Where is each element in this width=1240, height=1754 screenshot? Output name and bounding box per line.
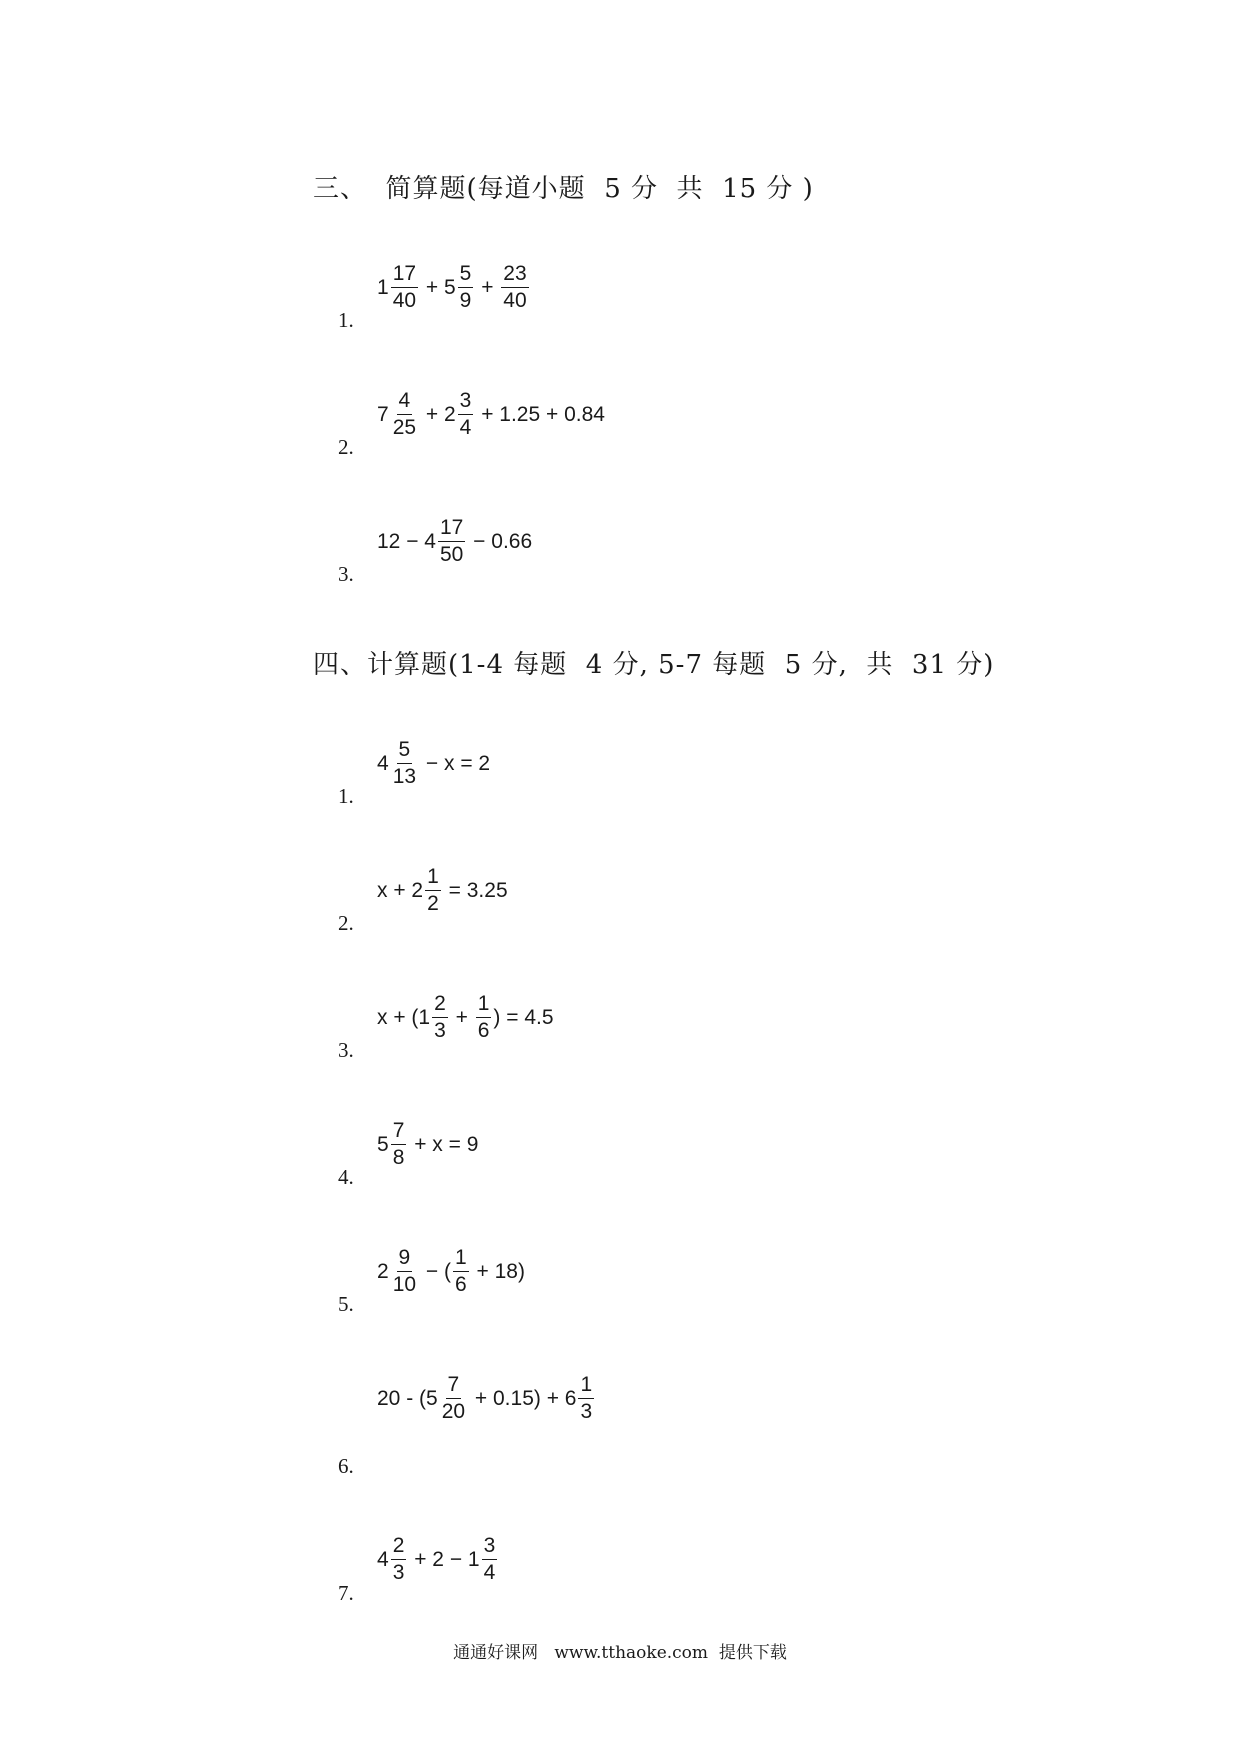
question-number: 3. bbox=[338, 1038, 354, 1062]
question-number: 2. bbox=[338, 435, 354, 459]
fraction-numerator: 3 bbox=[458, 388, 474, 415]
expression-text: − ( bbox=[420, 1260, 451, 1284]
fraction bbox=[438, 515, 465, 569]
expression-text: + bbox=[475, 276, 500, 300]
expression-text: + bbox=[449, 1006, 474, 1030]
fraction bbox=[391, 388, 418, 442]
expression-text: 1 bbox=[377, 276, 389, 300]
fraction bbox=[578, 1372, 594, 1426]
question-number: 6. bbox=[338, 1454, 354, 1478]
expression-text: + 18) bbox=[470, 1260, 525, 1284]
question-number: 1. bbox=[338, 784, 354, 808]
fraction bbox=[432, 991, 448, 1045]
fraction-denominator: 6 bbox=[454, 1273, 467, 1297]
fraction-denominator: 25 bbox=[392, 416, 417, 440]
fraction bbox=[476, 991, 492, 1045]
fraction bbox=[391, 737, 418, 791]
fraction bbox=[391, 1533, 407, 1587]
expression-text: = 3.25 bbox=[442, 879, 508, 903]
fraction bbox=[440, 1372, 467, 1426]
fraction-numerator: 23 bbox=[501, 261, 528, 288]
expression-text: 4 bbox=[377, 1548, 389, 1572]
fraction-denominator: 40 bbox=[503, 289, 527, 313]
expression-text: + 2 bbox=[420, 403, 456, 427]
math-expression bbox=[377, 737, 490, 791]
section-heading-3: 三、 简算题(每道小题 5 分 共 15 分 ) bbox=[313, 174, 814, 204]
fraction-denominator: 3 bbox=[434, 1019, 446, 1043]
fraction-denominator: 8 bbox=[392, 1146, 405, 1170]
section-heading-4: 四、计算题(1-4 每题 4 分, 5-7 每题 5 分, 共 31 分) bbox=[313, 650, 995, 680]
math-expression bbox=[377, 864, 508, 918]
math-expression bbox=[377, 261, 531, 315]
expression-text: 12 − 4 bbox=[377, 530, 436, 554]
question-number: 5. bbox=[338, 1292, 354, 1316]
fraction-denominator: 6 bbox=[477, 1019, 490, 1043]
fraction bbox=[453, 1245, 469, 1299]
expression-text: + 5 bbox=[420, 276, 456, 300]
fraction-numerator: 17 bbox=[391, 261, 418, 288]
expression-text: + x = 9 bbox=[408, 1133, 479, 1157]
fraction-numerator: 9 bbox=[397, 1245, 413, 1272]
fraction-denominator: 4 bbox=[459, 416, 472, 440]
expression-text: 5 bbox=[377, 1133, 389, 1157]
fraction-numerator: 5 bbox=[397, 737, 413, 764]
fraction bbox=[391, 1118, 407, 1172]
expression-text: 20 - (5 bbox=[377, 1387, 438, 1411]
fraction-denominator: 20 bbox=[441, 1400, 466, 1424]
footer-credit: 通通好课网 www.tthaoke.com 提供下载 bbox=[453, 1643, 787, 1663]
expression-text: 2 bbox=[377, 1260, 389, 1284]
fraction-denominator: 3 bbox=[392, 1561, 405, 1585]
fraction-numerator: 3 bbox=[482, 1533, 498, 1560]
question-number: 1. bbox=[338, 308, 354, 332]
expression-text: ) = 4.5 bbox=[493, 1006, 554, 1030]
expression-text: 4 bbox=[377, 752, 389, 776]
fraction-numerator: 4 bbox=[397, 388, 413, 415]
fraction-denominator: 9 bbox=[459, 289, 472, 313]
fraction-denominator: 50 bbox=[439, 543, 464, 567]
fraction-numerator: 2 bbox=[432, 991, 448, 1018]
fraction bbox=[501, 261, 528, 315]
fraction-numerator: 17 bbox=[438, 515, 465, 542]
fraction bbox=[391, 261, 418, 315]
fraction-denominator: 40 bbox=[392, 289, 417, 313]
math-expression bbox=[377, 991, 554, 1045]
math-expression bbox=[377, 1372, 596, 1426]
expression-text: + 1.25 + 0.84 bbox=[475, 403, 605, 427]
question-number: 2. bbox=[338, 911, 354, 935]
math-expression bbox=[377, 515, 532, 569]
fraction-denominator: 2 bbox=[427, 892, 439, 916]
fraction bbox=[425, 864, 441, 918]
fraction bbox=[458, 388, 474, 442]
math-expression bbox=[377, 1118, 478, 1172]
math-expression bbox=[377, 1245, 525, 1299]
expression-text: + 2 − 1 bbox=[408, 1548, 480, 1572]
fraction-numerator: 7 bbox=[391, 1118, 407, 1145]
fraction-numerator: 2 bbox=[391, 1533, 407, 1560]
fraction-numerator: 1 bbox=[578, 1372, 594, 1399]
fraction-denominator: 4 bbox=[483, 1561, 496, 1585]
question-number: 7. bbox=[338, 1581, 354, 1605]
fraction bbox=[482, 1533, 498, 1587]
fraction bbox=[458, 261, 474, 315]
fraction-numerator: 1 bbox=[476, 991, 492, 1018]
fraction-denominator: 10 bbox=[392, 1273, 417, 1297]
fraction-numerator: 5 bbox=[458, 261, 474, 288]
question-number: 3. bbox=[338, 562, 354, 586]
fraction-numerator: 1 bbox=[425, 864, 441, 891]
fraction-numerator: 1 bbox=[453, 1245, 469, 1272]
expression-text: x + (1 bbox=[377, 1006, 431, 1030]
question-number: 4. bbox=[338, 1165, 354, 1189]
math-expression bbox=[377, 1533, 499, 1587]
expression-text: 7 bbox=[377, 403, 389, 427]
expression-text: x + 2 bbox=[377, 879, 424, 903]
expression-text: − 0.66 bbox=[467, 530, 533, 554]
fraction bbox=[391, 1245, 418, 1299]
math-expression bbox=[377, 388, 605, 442]
expression-text: − x = 2 bbox=[420, 752, 491, 776]
fraction-numerator: 7 bbox=[446, 1372, 462, 1399]
fraction-denominator: 3 bbox=[580, 1400, 593, 1424]
expression-text: + 0.15) + 6 bbox=[469, 1387, 577, 1411]
fraction-denominator: 13 bbox=[392, 765, 417, 789]
